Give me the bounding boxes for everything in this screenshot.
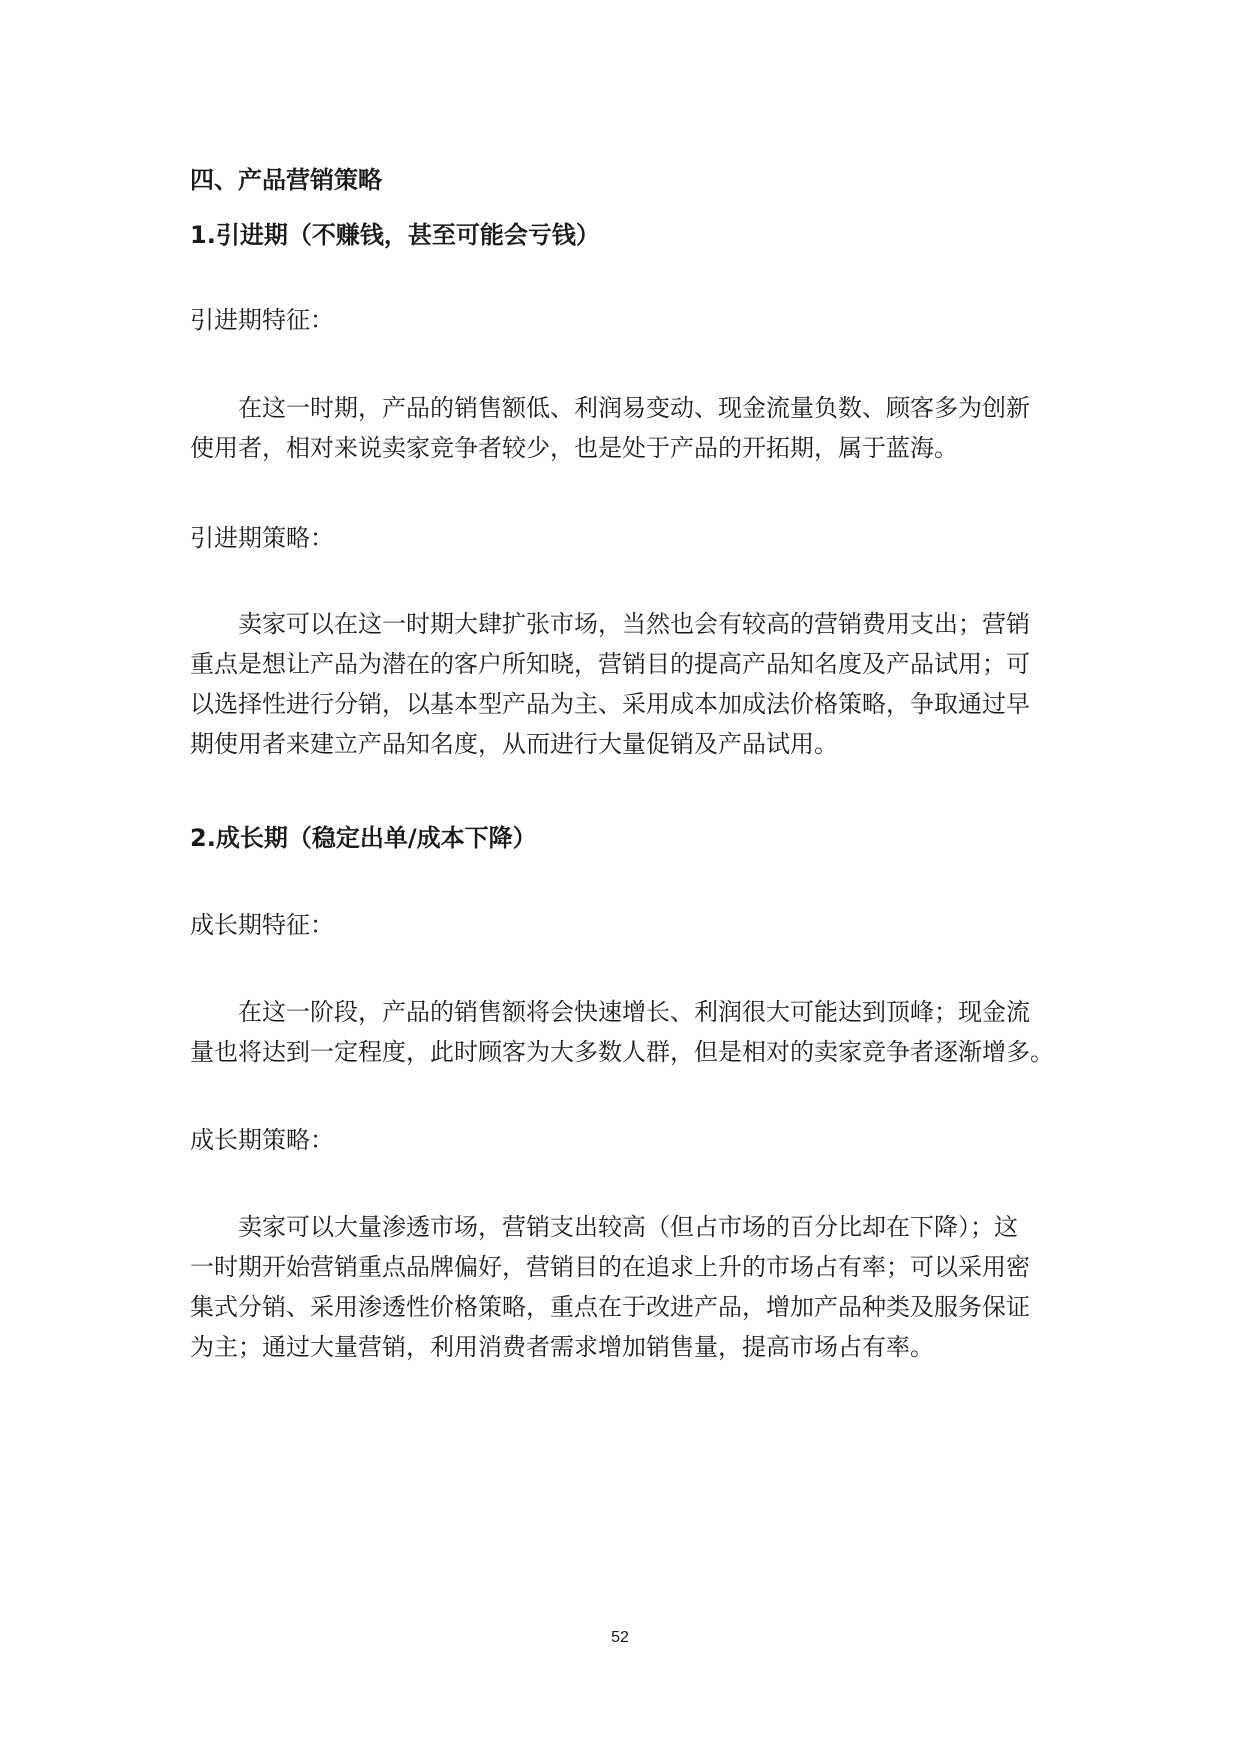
paragraph-line: 重点是想让产品为潜在的客户所知晓，营销目的提高产品知名度及产品试用；可: [190, 650, 1030, 678]
stage2-strategy-label: 成长期策略：: [190, 1126, 334, 1154]
page-number: 52: [611, 1629, 629, 1646]
stage1-strategy-paragraph: [190, 604, 1060, 764]
paragraph-line: 为主；通过大量营销，利用消费者需求增加销售量，提高市场占有率。: [190, 1333, 934, 1361]
stage1-strategy-label: 引进期策略：: [190, 524, 334, 552]
stage1-heading: 1.引进期（不赚钱，甚至可能会亏钱）: [190, 221, 600, 249]
paragraph-line: 卖家可以在这一时期大肆扩张市场，当然也会有较高的营销费用支出；营销: [238, 610, 1030, 638]
paragraph-line: 在这一阶段，产品的销售额将会快速增长、利润很大可能达到顶峰；现金流: [238, 998, 1030, 1026]
paragraph-line: 集式分销、采用渗透性价格策略，重点在于改进产品，增加产品种类及服务保证: [190, 1293, 1030, 1321]
stage2-strategy-paragraph: [190, 1207, 1060, 1367]
paragraph-line: 卖家可以大量渗透市场，营销支出较高（但占市场的百分比却在下降）；这: [238, 1213, 1018, 1241]
paragraph-line: 一时期开始营销重点品牌偏好，营销目的在追求上升的市场占有率；可以采用密: [190, 1253, 1030, 1281]
stage1-features-label: 引进期特征：: [190, 306, 334, 334]
paragraph-line: 以选择性进行分销，以基本型产品为主、采用成本加成法价格策略，争取通过早: [190, 690, 1030, 718]
section-title: 四、产品营销策略: [190, 166, 382, 194]
stage2-features-paragraph: [190, 992, 1060, 1072]
paragraph-line: 期使用者来建立产品知名度，从而进行大量促销及产品试用。: [190, 730, 838, 758]
stage2-features-label: 成长期特征：: [190, 911, 334, 939]
paragraph-line: 使用者，相对来说卖家竞争者较少，也是处于产品的开拓期，属于蓝海。: [190, 434, 958, 462]
stage2-heading: 2.成长期（稳定出单/成本下降）: [190, 824, 537, 852]
stage1-features-paragraph: [190, 388, 1060, 468]
paragraph-line: 在这一时期，产品的销售额低、利润易变动、现金流量负数、顾客多为创新: [238, 394, 1030, 422]
paragraph-line: 量也将达到一定程度，此时顾客为大多数人群，但是相对的卖家竞争者逐渐增多。: [190, 1038, 1054, 1066]
